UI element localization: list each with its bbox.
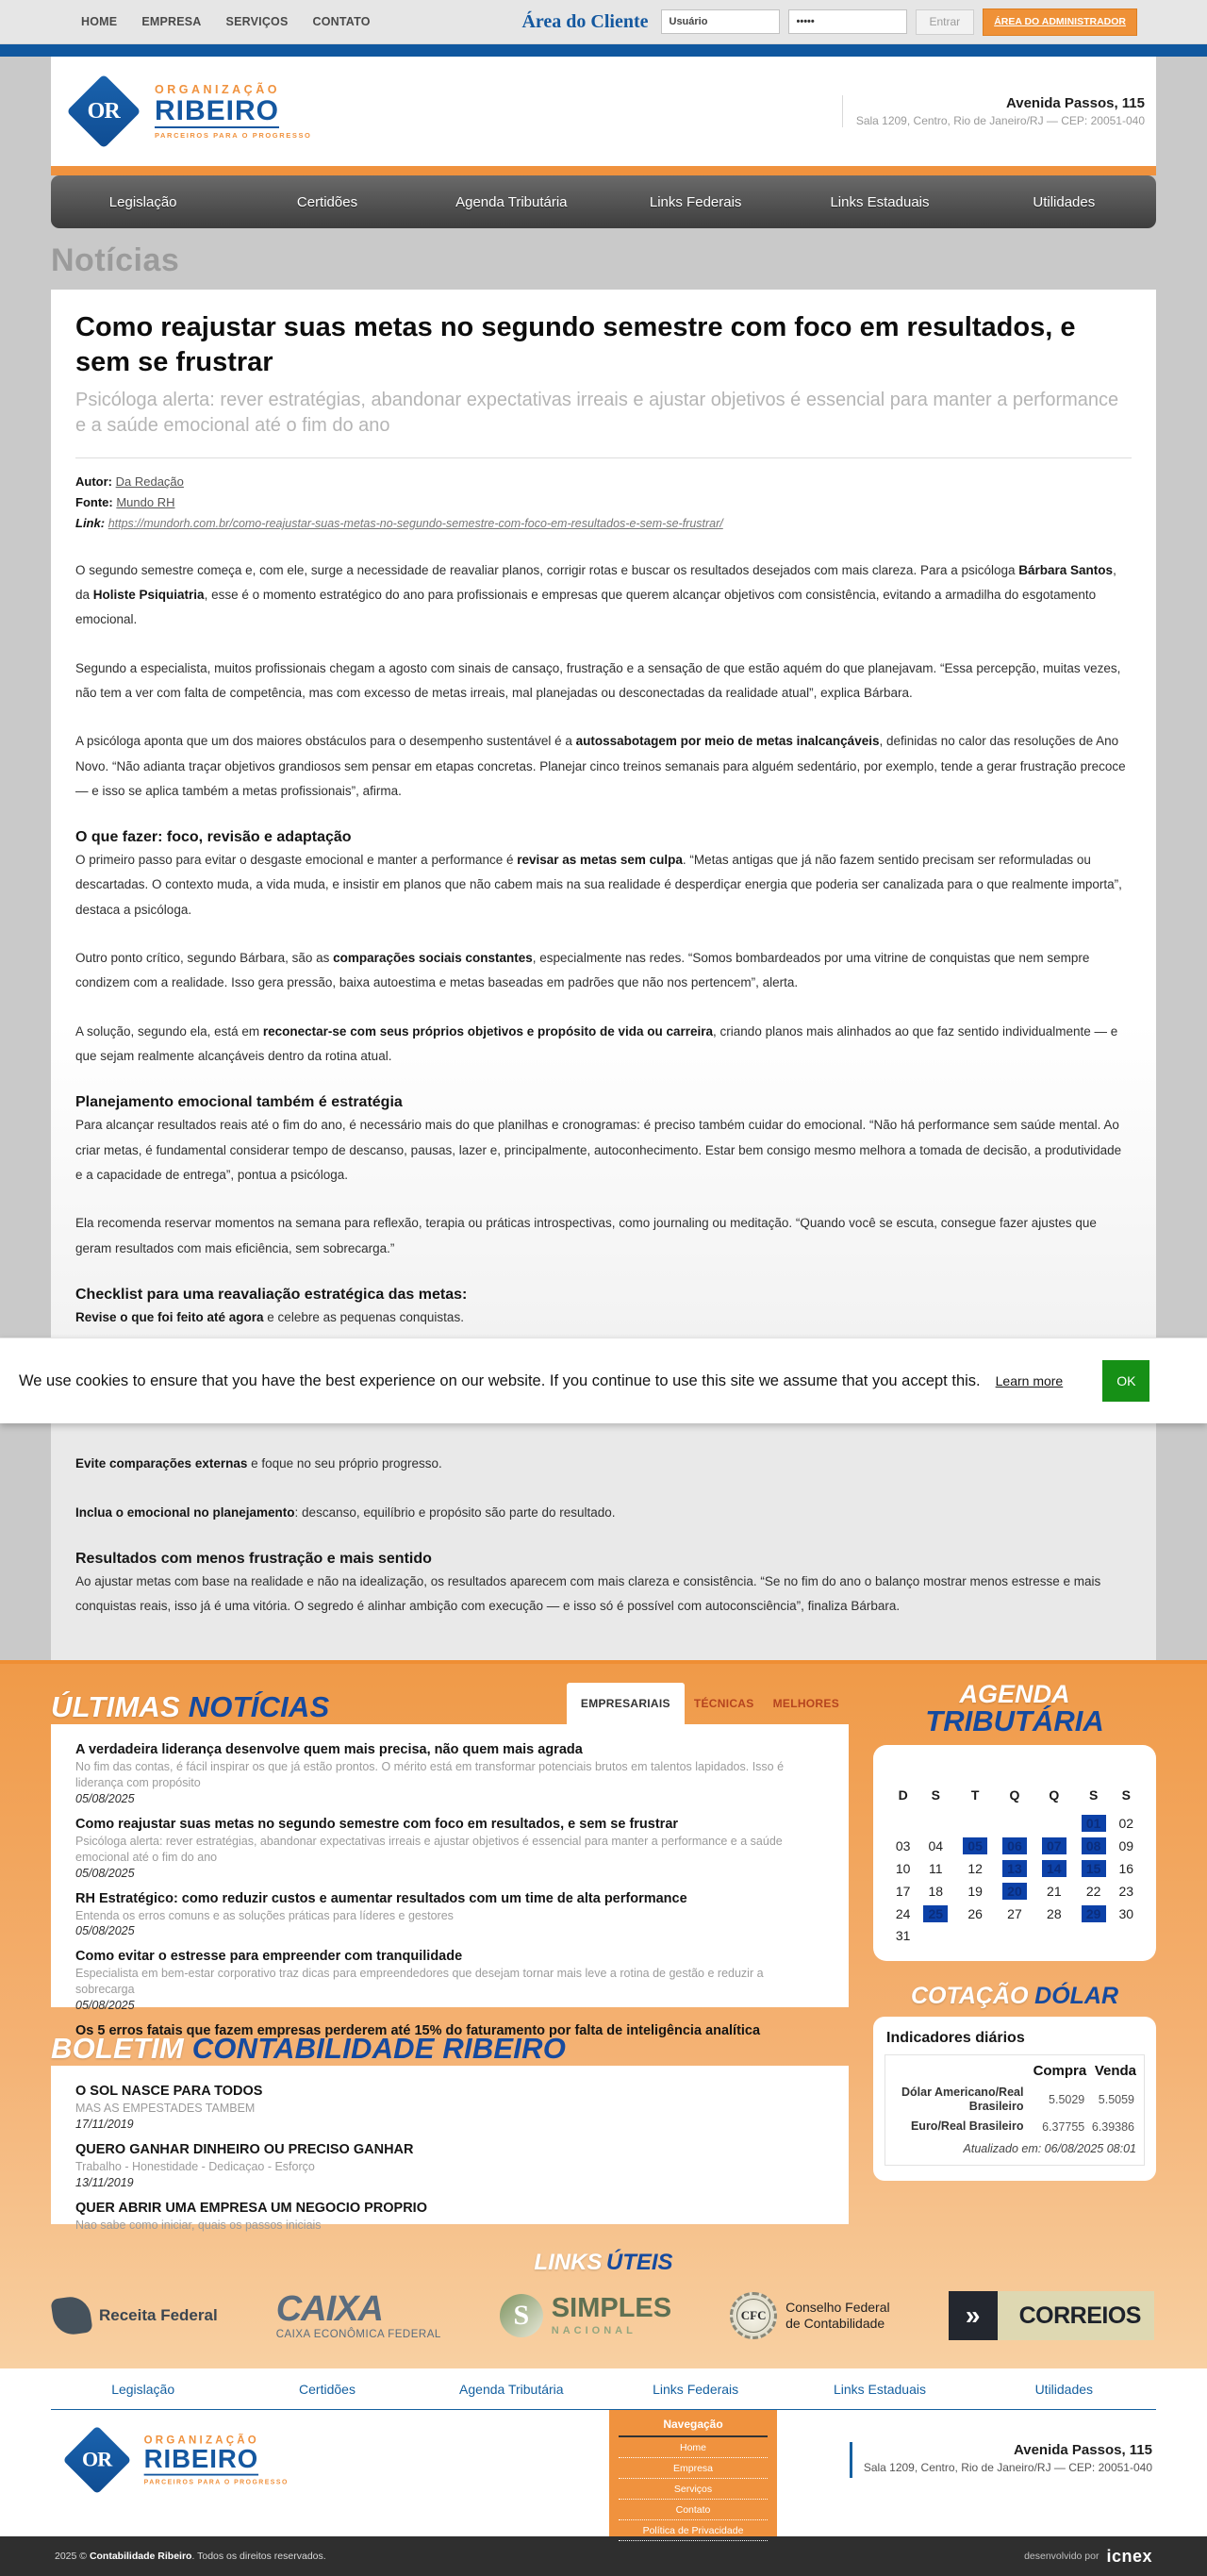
correios-arrows-icon: » <box>949 2291 998 2340</box>
news-item[interactable] <box>75 1741 824 1805</box>
news-item-date: 05/08/2025 <box>75 1866 135 1880</box>
footer-navigation-title: Navegação <box>619 2418 768 2437</box>
sell-column-header: Venda <box>1094 2063 1136 2080</box>
news-item-date: 05/08/2025 <box>75 1924 135 1938</box>
boletim-item-desc: Trabalho - Honestidade - Dedicaçao - Esforço <box>75 2160 315 2174</box>
site-header <box>51 57 1156 166</box>
cotacao-sell-value: 5.5059 <box>1098 2093 1134 2107</box>
bottomnav-link[interactable]: Certidões <box>299 2382 355 2398</box>
calendar-day[interactable]: 10 <box>895 1860 911 1876</box>
useful-links-heading-white: LINKS <box>534 2250 603 2276</box>
calendar-day[interactable]: 04 <box>928 1837 944 1853</box>
calendar-day <box>1034 1857 1074 1880</box>
calendar-day-highlighted[interactable]: 29 <box>1082 1905 1106 1922</box>
calendar-day[interactable]: 30 <box>1118 1905 1134 1921</box>
bottom-nav <box>51 2382 1156 2397</box>
footer-orange <box>0 1660 1207 2368</box>
header-address <box>842 95 1145 127</box>
calendar-day[interactable]: 11 <box>928 1860 943 1876</box>
navbox-item[interactable]: Empresa <box>619 2458 768 2479</box>
agenda-heading-blue: TRIBUTÁRIA <box>925 1704 1104 1738</box>
news-item-title[interactable]: A verdadeira liderança desenvolve quem mais precisa, não quem mais agrada <box>75 1742 583 1758</box>
logo-diamond-icon <box>66 74 141 148</box>
simples-subtitle: NACIONAL <box>551 2325 637 2337</box>
buy-column-header: Compra <box>1033 2063 1087 2080</box>
cfc-label-line1: Conselho Federal <box>785 2299 890 2315</box>
article-paragraph: Segundo a especialista, muitos profissionais chegam a agosto com sinais de cansaço, frustração e a sensação de que estão aquém do que planejavam. “Essa percepção, muitas vezes, não tem a ver com falta de competência, mas com excesso de metas irreais, mal planejadas ou desconectadas da realidade atual”, explica Bárbara. <box>75 660 1121 700</box>
calendar-day <box>995 1880 1034 1903</box>
main-nav <box>51 175 1156 228</box>
boletim-item-desc: MAS AS EMPESTADES TAMBEM <box>75 2102 256 2116</box>
calendar-day[interactable]: 28 <box>1047 1905 1062 1921</box>
boletim-item-title[interactable]: O SOL NASCE PARA TODOS <box>75 2084 263 2100</box>
address-line1: Avenida Passos, 115 <box>1005 95 1145 111</box>
latest-news-heading <box>51 1690 329 1724</box>
tax-calendar <box>873 1745 1156 1961</box>
article-subheading: O que fazer: foco, revisão e adaptação <box>75 829 352 846</box>
news-item[interactable] <box>75 1816 824 1880</box>
calendar-empty <box>890 1812 916 1835</box>
calendar-day-highlighted[interactable]: 08 <box>1082 1837 1106 1854</box>
logo-text <box>155 83 311 141</box>
article-paragraph: A solução, segundo ela, está em reconectar-se com seus próprios objetivos e propósito de vida ou carreira, criando planos mais alinhados ao que faz sentido individualmente — e que sejam realmente alcançáveis dentro da rotina atual. <box>75 1023 1118 1064</box>
news-item-title[interactable]: RH Estratégico: como reduzir custos e aumentar resultados com um time de alta performance <box>75 1890 687 1906</box>
article-paragraph: O segundo semestre começa e, com ele, surge a necessidade de reavaliar planos, corrigir rotas e buscar os resultados desejados com mais clareza. Para a psicóloga Bárbara Santos, da Holiste Psiquiatria, esse é o momento estratégico do ano para profissionais e empresas que querem alcançar objetivos com consistência, evitando a armadilha do esgotamento emocional. <box>75 562 1116 627</box>
mainnav-link[interactable]: Certidões <box>296 193 358 210</box>
boletim-list <box>51 2066 849 2232</box>
logo-line1: ORGANIZAÇÃO <box>155 82 280 96</box>
calendar-empty <box>1034 1925 1074 1946</box>
calendar-day <box>955 1835 995 1857</box>
source-label: Fonte: <box>75 495 113 510</box>
correios-wordmark: CORREIOS <box>1018 2302 1141 2329</box>
footer-logo[interactable]: OR ORGANIZAÇÃO RIBEIRO PARCEIROS PARA O PROGRESSO <box>64 2427 289 2493</box>
bottomnav-link[interactable]: Links Estaduais <box>833 2382 926 2398</box>
article-subheading: Planejamento emocional também é estratégia <box>75 1094 403 1111</box>
logo-line2: RIBEIRO <box>155 96 279 129</box>
calendar-day <box>1074 1812 1114 1835</box>
caixa-logo[interactable] <box>276 2291 441 2340</box>
calendar-day-header: S <box>1089 1787 1099 1803</box>
calendar-day[interactable]: 26 <box>967 1905 983 1921</box>
boletim-item-date: 13/11/2019 <box>75 2175 134 2189</box>
calendar-day-header: Q <box>1009 1787 1020 1803</box>
news-item-desc: No fim das contas, é fácil inspirar os que já estão prontos. O mérito está em transformar potenciais brutos em talentos lapidados. Isso é liderança com propósito <box>75 1760 785 1790</box>
footer-address <box>850 2442 1152 2478</box>
calendar-day-highlighted[interactable]: 05 <box>963 1837 987 1854</box>
navbox-item[interactable]: Contato <box>619 2500 768 2520</box>
article-paragraph: Inclua o emocional no planejamento: descanso, equilíbrio e propósito são parte do resultado. <box>75 1504 616 1520</box>
article-body-top <box>75 558 1132 1331</box>
cotacao-heading <box>873 1982 1156 2009</box>
calendar-day[interactable]: 16 <box>1118 1860 1134 1876</box>
top-bar <box>0 0 1207 44</box>
developed-by-label: desenvolvido por <box>1024 2551 1100 2563</box>
navbox-item[interactable]: Política de Privacidade <box>619 2520 768 2541</box>
boletim-item[interactable] <box>75 2141 824 2189</box>
copyright-text: 2025 © Contabilidade Ribeiro. Todos os direitos reservados. <box>55 2551 326 2563</box>
calendar-day-header: T <box>970 1787 980 1803</box>
calendar-day[interactable]: 17 <box>895 1883 911 1899</box>
cfc-seal-icon: CFC <box>730 2292 777 2339</box>
boletim-heading-white: BOLETIM <box>51 2032 184 2066</box>
address-line2: Sala 1209, Centro, Rio de Janeiro/RJ — CEP: 20051-040 <box>855 114 1145 127</box>
calendar-day <box>1074 1857 1114 1880</box>
article-meta <box>75 472 1132 534</box>
topbar-link[interactable]: SERVIÇOS <box>225 15 289 28</box>
useful-links-heading <box>51 2252 1156 2274</box>
bottomnav-link[interactable]: Utilidades <box>1034 2382 1094 2398</box>
article-paragraph: Outro ponto crítico, segundo Bárbara, são as comparações sociais constantes, especialmente nas redes. “Somos bombardeados por uma vitrine de conquistas que nem sempre condizem com a realidade. Isso gera pressão, baixa autoestima e metas baseadas em padrões que não nos pertencem”, alerta. <box>75 951 1090 990</box>
currency-updated-at: Atualizado em: 06/08/2025 08:01 <box>963 2142 1136 2156</box>
admin-area-button[interactable]: ÁREA DO ADMINISTRADOR <box>983 8 1137 36</box>
calendar-empty <box>916 1925 955 1946</box>
address-separator <box>842 95 843 127</box>
calendar-day[interactable]: 21 <box>1047 1883 1062 1899</box>
article-url-link[interactable]: https://mundorh.com.br/como-reajustar-suas-metas-no-segundo-semestre-com-foco-em-resultados-e-sem-se-frustrar/ <box>107 517 723 531</box>
footer-address-bar <box>850 2442 852 2478</box>
article-card <box>51 290 1156 1338</box>
caixa-subtitle: CAIXA ECONÔMICA FEDERAL <box>275 2329 441 2341</box>
calendar-day-highlighted[interactable]: 01 <box>1082 1815 1106 1832</box>
article-paragraph: O primeiro passo para evitar o desgaste emocional e manter a performance é revisar as metas sem culpa. “Metas antigas que já não fazem sentido precisam ser reformuladas ou descartadas. O contexto muda, a vida muda, e insistir em planos que não cabem mais na sua realidade é desperdiçar energia que poderia ser canalizada para o que realmente importa”, destaca a psicóloga. <box>75 853 1122 917</box>
calendar-day-highlighted[interactable]: 20 <box>1002 1883 1027 1900</box>
article-paragraph: Revise o que foi feito até agora e celebre as pequenas conquistas. <box>75 1309 464 1324</box>
login-button[interactable]: Entrar <box>916 9 975 35</box>
cotacao-heading-blue: DÓLAR <box>1034 1982 1119 2009</box>
cotacao-buy-value: 5.5029 <box>1049 2093 1085 2107</box>
mainnav-link[interactable]: Links Estaduais <box>830 193 930 210</box>
cotacao-sell-value: 6.39386 <box>1091 2119 1134 2134</box>
tab-melhores[interactable]: MELHORES <box>772 1697 839 1711</box>
footer-white <box>0 2368 1207 2536</box>
news-item[interactable] <box>75 1948 824 2012</box>
calendar-day <box>1074 1835 1114 1857</box>
article-paragraph: Evite comparações externas e foque no seu próprio progresso. <box>75 1456 442 1471</box>
agenda-heading-white: AGENDA <box>959 1680 1070 1709</box>
calendar-day-header: S <box>1121 1787 1131 1803</box>
calendar-day <box>916 1903 955 1925</box>
empty-header <box>893 2063 1029 2083</box>
mainnav-link[interactable]: Utilidades <box>1033 193 1096 210</box>
topbar-nav <box>81 15 371 28</box>
logo[interactable] <box>68 75 311 147</box>
boletim-item-title[interactable]: QUERO GANHAR DINHEIRO OU PRECISO GANHAR <box>75 2142 414 2158</box>
link-label: Link: <box>75 516 106 531</box>
calendar-empty <box>1074 1925 1114 1946</box>
username-input[interactable] <box>661 9 780 34</box>
news-item-title[interactable]: Como reajustar suas metas no segundo semestre com foco em resultados, e sem se frustrar <box>75 1817 679 1833</box>
footer-navigation-box <box>609 2410 777 2536</box>
caixa-wordmark: CAIXA <box>275 2289 383 2330</box>
footer-logo-diamond-icon: OR <box>63 2426 132 2495</box>
calendar-day-header: S <box>931 1787 940 1803</box>
calendar-day[interactable]: 22 <box>1085 1883 1101 1899</box>
simples-s-icon: S <box>500 2294 543 2337</box>
mainnav-link[interactable]: Links Federais <box>649 193 742 210</box>
calendar-day[interactable]: 27 <box>1007 1905 1022 1921</box>
calendar-day-highlighted[interactable]: 13 <box>1002 1860 1027 1877</box>
calendar-empty <box>955 1925 995 1946</box>
calendar-day-highlighted[interactable]: 25 <box>923 1905 948 1922</box>
article-subheading: Checklist para uma reavaliação estratégica das metas: <box>75 1286 468 1303</box>
calendar-day-header: Q <box>1049 1787 1060 1803</box>
calendar-body <box>890 1812 1139 1946</box>
calendar-day[interactable]: 03 <box>895 1837 911 1853</box>
article-paragraph: A psicóloga aponta que um dos maiores obstáculos para o desempenho sustentável é a autossabotagem por meio de metas inalcançáveis, definidas no calor das resoluções de Ano Novo. “Não adianta traçar objetivos grandiosos sem pensar em etapas concretas. Planejar cinco treinos semanais para alguém sedentário, por exemplo, tende a gerar frustração precoce — e isso se aplica também a metas profissionais”, afirma. <box>75 734 1126 798</box>
source-link[interactable]: Mundo RH <box>116 495 175 510</box>
tab-empresariais[interactable]: EMPRESARIAIS <box>567 1683 685 1724</box>
boletim-item-title[interactable]: QUER ABRIR UMA EMPRESA UM NEGOCIO PROPRIO <box>75 2200 427 2216</box>
topbar-link[interactable]: EMPRESA <box>141 15 202 28</box>
cookie-message: We use cookies to ensure that you have the best experience on our website. If you continue to use this site we assume that you accept this. <box>19 1371 981 1389</box>
cotacao-label: Euro/Real Brasileiro <box>910 2119 1024 2134</box>
calendar-day-header: D <box>898 1787 908 1803</box>
client-area <box>521 8 1137 36</box>
boletim-item-date: 17/11/2019 <box>75 2118 134 2132</box>
article-card-continued <box>51 1423 1156 1660</box>
boletim-item[interactable] <box>75 2083 824 2131</box>
cotacao-row <box>893 2083 1136 2117</box>
news-item-desc: Entenda os erros comuns e as soluções práticas para líderes e gestores <box>75 1908 454 1922</box>
article-paragraph: Ao ajustar metas com base na realidade e não na idealização, os resultados aparecem com mais clareza e consistência. “Se no fim do ano o balanço mostrar menos estresse e mais conquistas reais, isso já é uma vitória. O segredo é alinhar ambição com execução — e isso só é possível com autoconsciência”, finaliza Bárbara. <box>75 1573 1101 1614</box>
calendar-day <box>995 1857 1034 1880</box>
article-paragraph: Ela recomenda reservar momentos na semana para reflexão, terapia ou práticas introspectivas, como journaling ou meditação. “Quando você se escuta, consegue fazer ajustes que geram resultados com mais eficiência, sem sobrecarga.” <box>75 1216 1097 1255</box>
orange-strip <box>51 166 1156 175</box>
tab-técnicas[interactable]: TÉCNICAS <box>693 1697 754 1711</box>
simples-nacional-logo[interactable] <box>500 2294 671 2337</box>
cookie-ok-button[interactable]: OK <box>1102 1360 1149 1402</box>
news-item-title[interactable]: Os 5 erros fatais que fazem empresas perderem até 15% do faturamento por falta de inteligência analítica <box>75 2022 761 2038</box>
mainnav-link[interactable]: Legislação <box>108 193 177 210</box>
cotacao-label: Dólar Americano/Real Brasileiro <box>901 2086 1024 2114</box>
news-item-date: 05/08/2025 <box>75 1998 135 2012</box>
topbar-link[interactable]: HOME <box>81 15 118 28</box>
receita-federal-icon <box>50 2295 92 2337</box>
logo-monogram: OR <box>88 98 120 124</box>
mainnav-link[interactable]: Agenda Tributária <box>455 193 568 210</box>
footer-address-line1: Avenida Passos, 115 <box>1013 2442 1152 2459</box>
news-item-desc: Psicóloga alerta: rever estratégias, abandonar expectativas irreais e ajustar objetivos é essencial para manter a performance e a saúde emocional até o fim do ano <box>75 1834 783 1864</box>
author-label: Autor: <box>75 474 112 490</box>
client-area-title: Área do Cliente <box>521 10 649 32</box>
boletim-heading-blue: CONTABILIDADE RIBEIRO <box>191 2032 567 2066</box>
currency-card-title: Indicadores diários <box>886 2030 1025 2047</box>
receita-federal-label: Receita Federal <box>99 2306 218 2325</box>
partner-logos-row <box>51 2282 1156 2368</box>
calendar-day-highlighted[interactable]: 15 <box>1082 1860 1106 1877</box>
calendar-empty <box>916 1812 955 1835</box>
article-title: Como reajustar suas metas no segundo semestre com foco em resultados, e sem se frustrar <box>75 312 1076 378</box>
news-item-date: 05/08/2025 <box>75 1792 135 1806</box>
bottomnav-link[interactable]: Legislação <box>111 2382 175 2398</box>
blue-divider <box>0 44 1207 57</box>
calendar-day <box>995 1835 1034 1857</box>
cfc-logo[interactable] <box>730 2292 890 2339</box>
cotacao-buy-value: 6.37755 <box>1042 2119 1085 2134</box>
cotacao-heading-white: COTAÇÃO <box>910 1982 1029 2009</box>
footer-address-line2: Sala 1209, Centro, Rio de Janeiro/RJ — CEP: 20051-040 <box>863 2461 1152 2475</box>
cotacao-rows <box>893 2083 1136 2136</box>
currency-card <box>873 2017 1156 2181</box>
article-body-bottom <box>75 1452 1132 1619</box>
correios-logo[interactable] <box>949 2291 1154 2340</box>
calendar-day <box>1074 1903 1114 1925</box>
calendar-day[interactable]: 02 <box>1118 1815 1134 1831</box>
calendar-day[interactable]: 31 <box>895 1927 911 1943</box>
latest-news-heading-blue: NOTÍCIAS <box>188 1690 330 1724</box>
calendar-empty <box>1034 1812 1074 1835</box>
calendar-day-highlighted[interactable]: 06 <box>1002 1837 1027 1854</box>
calendar-day[interactable]: 09 <box>1118 1837 1134 1853</box>
calendar-empty <box>995 1925 1034 1946</box>
news-tabs <box>567 1683 849 1724</box>
cotacao-row <box>893 2117 1136 2136</box>
author-link[interactable]: Da Redação <box>115 474 184 490</box>
calendar-day <box>1034 1835 1074 1857</box>
calendar-head <box>890 1785 1139 1812</box>
navbox-list <box>619 2437 768 2541</box>
bottomnav-link[interactable]: Agenda Tributária <box>459 2382 564 2398</box>
news-item[interactable] <box>75 1890 824 1938</box>
latest-news-list <box>51 1724 849 2038</box>
divider <box>75 457 1132 458</box>
article-subtitle: Psicóloga alerta: rever estratégias, abandonar expectativas irreais e ajustar objetivos é essencial para manter a performance e a saúde emocional até o fim do ano <box>75 390 1119 437</box>
calendar-day[interactable]: 24 <box>895 1905 911 1921</box>
calendar-day[interactable]: 19 <box>967 1883 983 1899</box>
copyright-bar <box>0 2536 1207 2576</box>
calendar-empty <box>955 1812 995 1835</box>
latest-news-heading-white: ÚLTIMAS <box>51 1690 180 1724</box>
navbox-item[interactable]: Home <box>619 2437 768 2458</box>
bottomnav-link[interactable]: Links Federais <box>653 2382 739 2398</box>
receita-federal-logo[interactable] <box>53 2297 218 2335</box>
logo-tagline: PARCEIROS PARA O PROGRESSO <box>155 131 312 141</box>
calendar-day[interactable]: 18 <box>928 1883 944 1899</box>
cfc-label-line2: de Contabilidade <box>785 2316 885 2332</box>
developer-logo[interactable]: icnex <box>1106 2546 1152 2566</box>
page-title: Notícias <box>51 242 180 278</box>
agenda-heading <box>873 1680 1156 1738</box>
calendar-day-highlighted[interactable]: 07 <box>1042 1837 1066 1854</box>
boletim-item[interactable] <box>75 2200 824 2234</box>
article-subheading: Resultados com menos frustração e mais sentido <box>75 1550 432 1567</box>
cookie-banner <box>0 1338 1207 1423</box>
calendar-empty <box>995 1812 1034 1835</box>
calendar-day[interactable]: 12 <box>967 1860 983 1876</box>
useful-links-heading-blue: ÚTEIS <box>605 2250 673 2276</box>
cookie-learn-more-link[interactable]: Learn more <box>995 1373 1064 1389</box>
calendar-day-highlighted[interactable]: 14 <box>1042 1860 1066 1877</box>
navbox-item[interactable]: Serviços <box>619 2479 768 2500</box>
simples-wordmark: SIMPLES <box>551 2293 672 2324</box>
calendar-day[interactable]: 23 <box>1118 1883 1134 1899</box>
password-input[interactable] <box>788 9 907 34</box>
news-item-title[interactable]: Como evitar o estresse para empreender com tranquilidade <box>75 1949 463 1965</box>
boletim-item-desc: Nao sabe como iniciar, quais os passos iniciais <box>75 2218 322 2232</box>
news-item-desc: Especialista em bem-estar corporativo traz dicas para empreendedores que desejam tornar mais leve a rotina de gestão e reduzir a sobrecarga <box>75 1967 764 1997</box>
topbar-link[interactable]: CONTATO <box>312 15 371 28</box>
calendar-empty <box>1114 1925 1139 1946</box>
article-paragraph: Para alcançar resultados reais até o fim do ano, é necessário mais do que planilhas e cronogramas: é preciso também cuidar do emocional. “Não há performance sem saúde mental. Ao criar metas, é fundamental considerar tempo de descanso, pausas, lazer e, principalmente, autoconhecimento. Estar bem consigo mesmo melhora a tomada de decisão, a produtividade e a capacidade de entrega”, pontua a psicóloga. <box>75 1118 1122 1182</box>
